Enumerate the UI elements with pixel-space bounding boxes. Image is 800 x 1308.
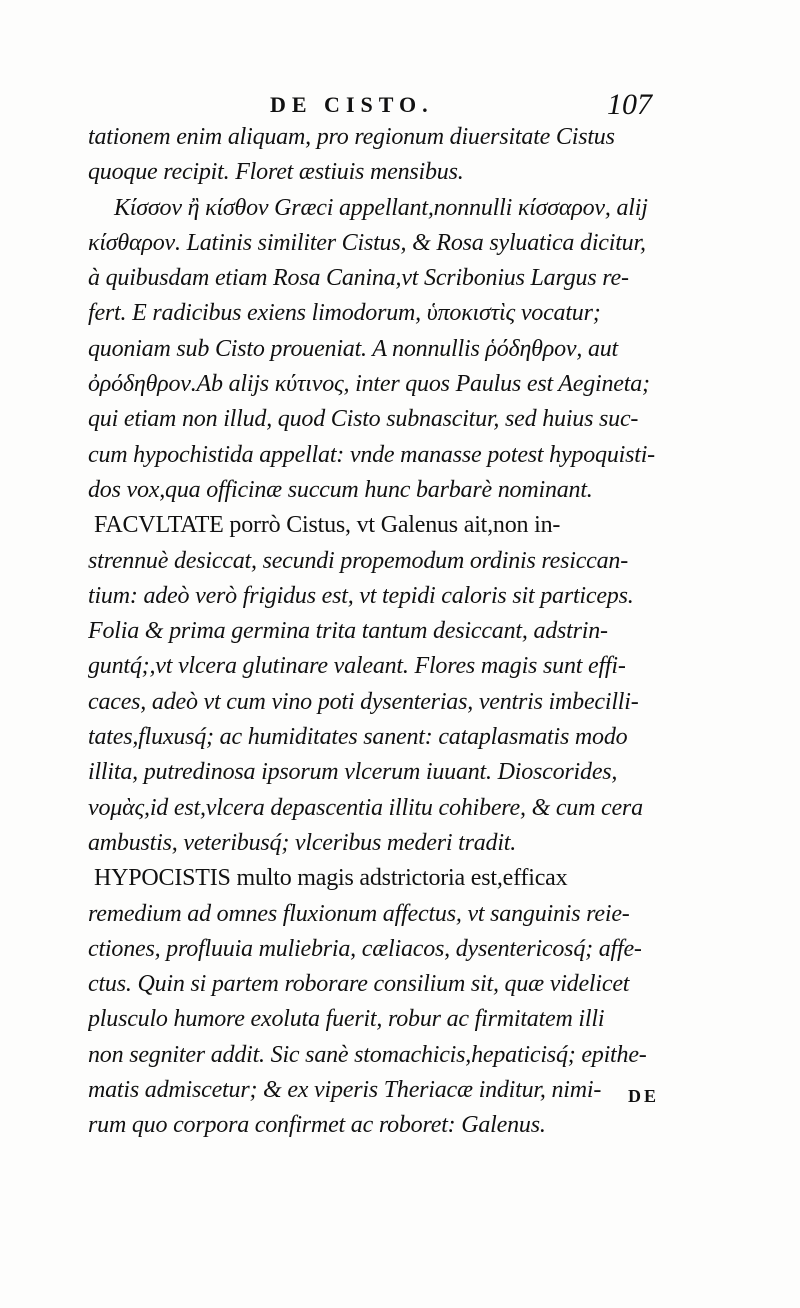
text-line: à quibusdam etiam Rosa Canina,vt Scribonius Largus re- — [88, 265, 629, 292]
text-line: tates,fluxusq́; ac humiditates sanent: cataplasmatis modo — [88, 724, 628, 751]
text-line: cum hypochistida appellat: vnde manasse potest hypoquisti- — [88, 441, 655, 468]
text-line: Folia & prima germina trita tantum desiccant, adstrin- — [88, 618, 608, 645]
body-text — [88, 120, 668, 1144]
text-line: strennuè desiccat, secundi propemodum ordinis resiccan- — [88, 547, 629, 574]
text-line: illita, putredinosa ipsorum vlcerum iuuant. Dioscorides, — [88, 759, 618, 786]
text-line: plusculo humore exoluta fuerit, robur ac firmitatem illi — [88, 1006, 605, 1033]
text-line: matis admiscetur; & ex viperis Theriacæ inditur, nimi- — [88, 1077, 602, 1104]
catchword: DE — [628, 1086, 660, 1106]
text-line: ambustis, veteribusq́; vlceribus mederi tradit. — [88, 829, 517, 856]
text-line: fert. E radicibus exiens limodorum, ὑποκιστὶς vocatur; — [88, 300, 601, 327]
text-line: ὀρόδηθρον.Ab alijs κύτινος, inter quos Paulus est Aegineta; — [88, 371, 650, 398]
text-line: qui etiam non illud, quod Cisto subnascitur, sed huius suc- — [88, 406, 639, 433]
text-line: tium: adeò verò frigidus est, vt tepidi caloris sit particeps. — [88, 582, 634, 609]
page-number: 107 — [607, 88, 652, 121]
text-line: tationem enim aliquam, pro regionum diuersitate Cistus — [88, 124, 615, 150]
text-line: caces, adeò vt cum vino poti dysenterias, ventris imbecilli- — [88, 688, 639, 715]
text-line: quoque recipit. Floret æstiuis mensibus. — [88, 159, 464, 186]
text-line: ctus. Quin si partem roborare consilium sit, quæ videlicet — [88, 971, 630, 998]
text-line: quoniam sub Cisto proueniat. A nonnullis ῥόδηθρον, aut — [88, 335, 619, 362]
text-line: Κίσσον ἢ κίσθον Græci appellant,nonnulli κίσσαρον, alij — [114, 194, 648, 221]
text-line: κίσθαρον. Latinis similiter Cistus, & Rosa syluatica dicitur, — [88, 229, 646, 256]
text-line: ctiones, profluuia muliebria, cæliacos, dysentericosq́; affe- — [88, 935, 642, 962]
text-line: remedium ad omnes fluxionum affectus, vt sanguinis reie- — [88, 900, 630, 927]
text-line: νομὰς,id est,vlcera depascentia illitu cohibere, & cum cera — [88, 794, 643, 821]
running-head — [90, 88, 660, 122]
text-line: HYPOCISTIS multo magis adstrictoria est,efficax — [94, 865, 568, 892]
text-line: guntq́;,vt vlcera glutinare valeant. Flores magis sunt effi- — [88, 653, 626, 680]
text-line: FACVLTATE porrò Cistus, vt Galenus ait,non in- — [94, 512, 561, 539]
text-line: rum quo corpora confirmet ac roboret: Galenus. — [88, 1112, 546, 1139]
text-line: non segniter addit. Sic sanè stomachicis,hepaticisq́; epithe- — [88, 1041, 647, 1068]
running-title: DE CISTO. — [270, 92, 434, 117]
text-line: dos vox,qua officinæ succum hunc barbarè nominant. — [88, 476, 593, 503]
